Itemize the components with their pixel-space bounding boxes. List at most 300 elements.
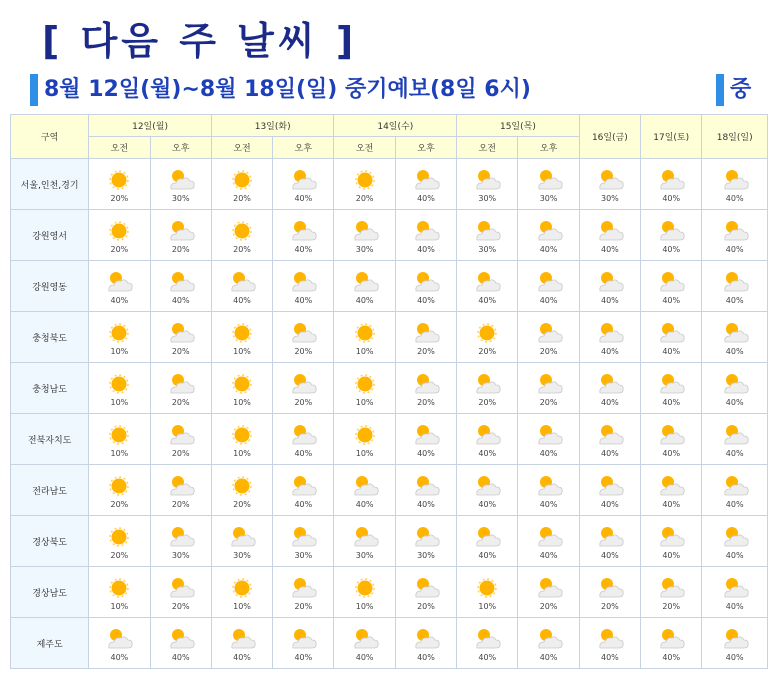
partly-cloudy-icon [595, 218, 625, 244]
rain-probability: 30% [539, 194, 558, 203]
rain-probability: 40% [478, 449, 497, 458]
forecast-cell [273, 465, 334, 516]
rain-probability: 40% [662, 347, 681, 356]
sunny-icon [227, 575, 257, 601]
forecast-cell [334, 363, 395, 414]
region-header: 구역 [11, 115, 89, 159]
forecast-cell [273, 618, 334, 669]
rain-probability: 40% [171, 653, 190, 662]
forecast-cell [211, 567, 272, 618]
forecast-cell [641, 465, 702, 516]
partly-cloudy-icon [656, 218, 686, 244]
partly-cloudy-icon [166, 473, 196, 499]
forecast-cell [457, 618, 518, 669]
partly-cloudy-icon [166, 320, 196, 346]
rain-probability: 40% [478, 653, 497, 662]
partly-cloudy-icon [534, 269, 564, 295]
rain-probability: 40% [601, 296, 619, 305]
forecast-cell [518, 567, 579, 618]
partly-cloudy-icon [656, 320, 686, 346]
rain-probability: 20% [478, 398, 497, 407]
partly-cloudy-icon [411, 371, 441, 397]
rain-probability: 40% [539, 551, 558, 560]
cut-off-subtitle [728, 70, 752, 106]
rain-probability: 10% [233, 347, 251, 356]
forecast-cell [89, 312, 150, 363]
forecast-cell [702, 414, 768, 465]
region-name: 충청북도 [11, 312, 89, 363]
forecast-cell [150, 159, 211, 210]
rain-probability: 40% [355, 296, 374, 305]
pm-header: 오후 [395, 137, 456, 159]
rain-probability: 40% [539, 653, 558, 662]
rain-probability: 40% [725, 194, 744, 203]
day-header: 14일(수) [334, 115, 457, 137]
partly-cloudy-icon [411, 218, 441, 244]
sunny-icon [227, 218, 257, 244]
forecast-cell [395, 210, 456, 261]
rain-probability: 30% [601, 194, 619, 203]
partly-cloudy-icon [166, 575, 196, 601]
partly-cloudy-icon [104, 626, 134, 652]
forecast-cell [579, 414, 640, 465]
rain-probability: 40% [294, 500, 313, 509]
rain-probability: 20% [417, 398, 435, 407]
rain-probability: 40% [171, 296, 190, 305]
forecast-cell [334, 618, 395, 669]
partly-cloudy-icon [288, 218, 318, 244]
forecast-cell [641, 516, 702, 567]
forecast-cell [150, 261, 211, 312]
forecast-cell [579, 618, 640, 669]
partly-cloudy-icon [350, 269, 380, 295]
rain-probability: 40% [662, 449, 681, 458]
rain-probability: 10% [110, 449, 129, 458]
sunny-icon [350, 167, 380, 193]
rain-probability: 40% [662, 551, 681, 560]
rain-probability: 40% [662, 398, 681, 407]
rain-probability: 40% [662, 500, 681, 509]
rain-probability: 40% [725, 245, 744, 254]
partly-cloudy-icon [227, 524, 257, 550]
partly-cloudy-icon [166, 422, 196, 448]
forecast-cell [518, 465, 579, 516]
region-row [11, 618, 768, 669]
rain-probability: 20% [233, 500, 251, 509]
forecast-cell [641, 363, 702, 414]
rain-probability: 40% [294, 194, 313, 203]
partly-cloudy-icon [656, 524, 686, 550]
partly-cloudy-icon [166, 524, 196, 550]
forecast-cell [273, 363, 334, 414]
forecast-cell [334, 516, 395, 567]
forecast-cell [89, 516, 150, 567]
sunny-icon [227, 422, 257, 448]
rain-probability: 40% [417, 245, 435, 254]
forecast-cell [150, 567, 211, 618]
partly-cloudy-icon [411, 320, 441, 346]
rain-probability: 10% [110, 347, 129, 356]
forecast-cell [457, 465, 518, 516]
rain-probability: 40% [539, 296, 558, 305]
page-title: [ 다음 주 날씨 ] [42, 19, 358, 63]
region-row [11, 567, 768, 618]
partly-cloudy-icon [720, 473, 750, 499]
rain-probability: 10% [110, 398, 129, 407]
rain-probability: 40% [110, 296, 129, 305]
forecast-cell [641, 618, 702, 669]
weekly-forecast-table [10, 114, 768, 669]
am-header: 오전 [334, 137, 395, 159]
rain-probability: 40% [478, 500, 497, 509]
rain-probability: 40% [539, 500, 558, 509]
forecast-cell [273, 516, 334, 567]
region-row [11, 465, 768, 516]
rain-probability: 10% [478, 602, 497, 611]
sunny-icon [472, 575, 502, 601]
forecast-cell [702, 312, 768, 363]
forecast-cell [211, 210, 272, 261]
partly-cloudy-icon [472, 524, 502, 550]
forecast-cell [702, 516, 768, 567]
partly-cloudy-icon [472, 269, 502, 295]
partly-cloudy-icon [411, 422, 441, 448]
rain-probability: 30% [355, 245, 374, 254]
rain-probability: 40% [417, 449, 435, 458]
forecast-cell [211, 618, 272, 669]
sunny-icon [104, 524, 134, 550]
forecast-cell [579, 312, 640, 363]
sunny-icon [104, 422, 134, 448]
day-header: 12일(월) [89, 115, 212, 137]
partly-cloudy-icon [411, 269, 441, 295]
forecast-cell [641, 414, 702, 465]
forecast-cell [334, 261, 395, 312]
partly-cloudy-icon [656, 575, 686, 601]
partly-cloudy-icon [350, 218, 380, 244]
forecast-cell [518, 363, 579, 414]
partly-cloudy-icon [595, 422, 625, 448]
rain-probability: 40% [233, 653, 251, 662]
rain-probability: 40% [601, 449, 619, 458]
partly-cloudy-icon [720, 371, 750, 397]
forecast-cell [641, 210, 702, 261]
partly-cloudy-icon [534, 167, 564, 193]
rain-probability: 40% [539, 245, 558, 254]
forecast-cell [89, 261, 150, 312]
sunny-icon [350, 371, 380, 397]
partly-cloudy-icon [166, 167, 196, 193]
rain-probability: 40% [417, 500, 435, 509]
forecast-cell [89, 567, 150, 618]
region-name: 서울,인천,경기 [11, 159, 89, 210]
partly-cloudy-icon [534, 371, 564, 397]
rain-probability: 40% [601, 653, 619, 662]
region-name: 강원영서 [11, 210, 89, 261]
rain-probability: 40% [662, 194, 681, 203]
am-header: 오전 [89, 137, 150, 159]
rain-probability: 40% [294, 653, 313, 662]
sunny-icon [227, 320, 257, 346]
rain-probability: 40% [110, 653, 129, 662]
rain-probability: 40% [601, 245, 619, 254]
partly-cloudy-icon [595, 473, 625, 499]
am-header: 오전 [211, 137, 272, 159]
rain-probability: 40% [417, 194, 435, 203]
forecast-cell [457, 159, 518, 210]
forecast-cell [457, 363, 518, 414]
forecast-cell [89, 618, 150, 669]
partly-cloudy-icon [534, 320, 564, 346]
partly-cloudy-icon [288, 269, 318, 295]
partly-cloudy-icon [472, 626, 502, 652]
rain-probability: 40% [478, 296, 497, 305]
partly-cloudy-icon [350, 473, 380, 499]
rain-probability: 40% [294, 296, 313, 305]
sunny-icon [104, 167, 134, 193]
forecast-cell [89, 465, 150, 516]
partly-cloudy-icon [472, 167, 502, 193]
forecast-cell [334, 312, 395, 363]
partly-cloudy-icon [350, 524, 380, 550]
forecast-cell [273, 567, 334, 618]
region-name: 제주도 [11, 618, 89, 669]
rain-probability: 20% [601, 602, 619, 611]
forecast-cell [579, 210, 640, 261]
partly-cloudy-icon [288, 320, 318, 346]
second-subtitle-accent-bar [716, 74, 724, 106]
day-header: 16일(금) [579, 115, 640, 159]
forecast-cell [579, 261, 640, 312]
partly-cloudy-icon [166, 269, 196, 295]
sunny-icon [104, 320, 134, 346]
rain-probability: 20% [110, 551, 129, 560]
forecast-cell [457, 567, 518, 618]
subtitle-accent-bar [30, 74, 38, 106]
partly-cloudy-icon [534, 473, 564, 499]
day-header: 13일(화) [211, 115, 334, 137]
partly-cloudy-icon [288, 371, 318, 397]
rain-probability: 40% [233, 296, 251, 305]
sunny-icon [104, 575, 134, 601]
forecast-cell [641, 312, 702, 363]
forecast-cell [89, 363, 150, 414]
partly-cloudy-icon [350, 626, 380, 652]
forecast-cell [211, 159, 272, 210]
forecast-cell [211, 465, 272, 516]
rain-probability: 40% [601, 500, 619, 509]
rain-probability: 20% [294, 602, 313, 611]
rain-probability: 40% [294, 245, 313, 254]
rain-probability: 20% [110, 245, 129, 254]
forecast-cell [702, 465, 768, 516]
partly-cloudy-icon [534, 626, 564, 652]
am-header: 오전 [457, 137, 518, 159]
pm-header: 오후 [273, 137, 334, 159]
region-name: 전라남도 [11, 465, 89, 516]
partly-cloudy-icon [227, 626, 257, 652]
partly-cloudy-icon [720, 575, 750, 601]
rain-probability: 20% [539, 347, 558, 356]
partly-cloudy-icon [656, 371, 686, 397]
day-header: 17일(토) [641, 115, 702, 159]
rain-probability: 20% [539, 398, 558, 407]
partly-cloudy-icon [288, 422, 318, 448]
partly-cloudy-icon [411, 626, 441, 652]
partly-cloudy-icon [472, 371, 502, 397]
rain-probability: 30% [478, 245, 497, 254]
forecast-cell [334, 159, 395, 210]
forecast-cell [702, 363, 768, 414]
rain-probability: 40% [725, 500, 744, 509]
forecast-cell [395, 465, 456, 516]
rain-probability: 10% [355, 398, 374, 407]
rain-probability: 20% [417, 347, 435, 356]
rain-probability: 10% [355, 347, 374, 356]
forecast-cell [518, 516, 579, 567]
forecast-cell [702, 618, 768, 669]
rain-probability: 40% [725, 602, 744, 611]
rain-probability: 10% [233, 398, 251, 407]
region-name: 충청남도 [11, 363, 89, 414]
forecast-cell [702, 261, 768, 312]
forecast-cell [89, 159, 150, 210]
rain-probability: 40% [539, 449, 558, 458]
rain-probability: 40% [417, 653, 435, 662]
partly-cloudy-icon [595, 320, 625, 346]
partly-cloudy-icon [534, 575, 564, 601]
region-row [11, 414, 768, 465]
sunny-icon [104, 218, 134, 244]
region-name: 강원영동 [11, 261, 89, 312]
forecast-cell [150, 210, 211, 261]
day-header: 18일(일) [702, 115, 768, 159]
forecast-cell [702, 567, 768, 618]
forecast-cell [518, 312, 579, 363]
partly-cloudy-icon [288, 575, 318, 601]
rain-probability: 20% [110, 194, 129, 203]
partly-cloudy-icon [166, 371, 196, 397]
forecast-cell [150, 414, 211, 465]
forecast-cell [211, 312, 272, 363]
forecast-cell [334, 414, 395, 465]
forecast-cell [273, 261, 334, 312]
sunny-icon [227, 167, 257, 193]
rain-probability: 40% [725, 551, 744, 560]
forecast-cell [702, 210, 768, 261]
rain-probability: 10% [355, 602, 374, 611]
rain-probability: 40% [662, 245, 681, 254]
partly-cloudy-icon [411, 575, 441, 601]
sunny-icon [350, 422, 380, 448]
forecast-cell [395, 159, 456, 210]
partly-cloudy-icon [534, 524, 564, 550]
rain-probability: 40% [725, 296, 744, 305]
region-name: 전북자치도 [11, 414, 89, 465]
rain-probability: 20% [171, 347, 190, 356]
forecast-cell [89, 210, 150, 261]
partly-cloudy-icon [227, 269, 257, 295]
forecast-cell [395, 363, 456, 414]
partly-cloudy-icon [472, 473, 502, 499]
rain-probability: 30% [294, 551, 313, 560]
rain-probability: 40% [725, 653, 744, 662]
forecast-cell [89, 414, 150, 465]
forecast-cell [641, 261, 702, 312]
forecast-cell [518, 210, 579, 261]
partly-cloudy-icon [411, 167, 441, 193]
sunny-icon [350, 320, 380, 346]
rain-probability: 40% [601, 347, 619, 356]
forecast-cell [518, 261, 579, 312]
region-row [11, 159, 768, 210]
rain-probability: 20% [171, 449, 190, 458]
forecast-cell [395, 567, 456, 618]
forecast-cell [641, 159, 702, 210]
forecast-cell [211, 363, 272, 414]
partly-cloudy-icon [720, 422, 750, 448]
forecast-cell [150, 516, 211, 567]
forecast-cell [211, 414, 272, 465]
rain-probability: 20% [294, 398, 313, 407]
rain-probability: 30% [417, 551, 435, 560]
rain-probability: 20% [294, 347, 313, 356]
partly-cloudy-icon [595, 167, 625, 193]
partly-cloudy-icon [656, 269, 686, 295]
rain-probability: 40% [725, 347, 744, 356]
rain-probability: 20% [539, 602, 558, 611]
partly-cloudy-icon [288, 473, 318, 499]
partly-cloudy-icon [472, 422, 502, 448]
sunny-icon [472, 320, 502, 346]
sunny-icon [227, 473, 257, 499]
forecast-cell [579, 567, 640, 618]
rain-probability: 30% [478, 194, 497, 203]
partly-cloudy-icon [595, 524, 625, 550]
forecast-body [11, 159, 768, 669]
rain-probability: 30% [171, 194, 190, 203]
forecast-cell [457, 261, 518, 312]
rain-probability: 20% [171, 500, 190, 509]
forecast-cell [150, 312, 211, 363]
rain-probability: 20% [233, 194, 251, 203]
region-row [11, 261, 768, 312]
partly-cloudy-icon [104, 269, 134, 295]
region-row [11, 312, 768, 363]
forecast-cell [395, 516, 456, 567]
forecast-cell [518, 414, 579, 465]
partly-cloudy-icon [656, 473, 686, 499]
sunny-icon [227, 371, 257, 397]
forecast-cell [579, 516, 640, 567]
partly-cloudy-icon [720, 167, 750, 193]
region-row [11, 363, 768, 414]
partly-cloudy-icon [656, 422, 686, 448]
rain-probability: 10% [110, 602, 129, 611]
region-row [11, 516, 768, 567]
forecast-cell [211, 516, 272, 567]
rain-probability: 30% [233, 551, 251, 560]
forecast-cell [457, 210, 518, 261]
partly-cloudy-icon [720, 320, 750, 346]
forecast-cell [395, 261, 456, 312]
partly-cloudy-icon [534, 218, 564, 244]
pm-header: 오후 [150, 137, 211, 159]
rain-probability: 10% [233, 602, 251, 611]
partly-cloudy-icon [595, 269, 625, 295]
forecast-cell [395, 414, 456, 465]
partly-cloudy-icon [534, 422, 564, 448]
